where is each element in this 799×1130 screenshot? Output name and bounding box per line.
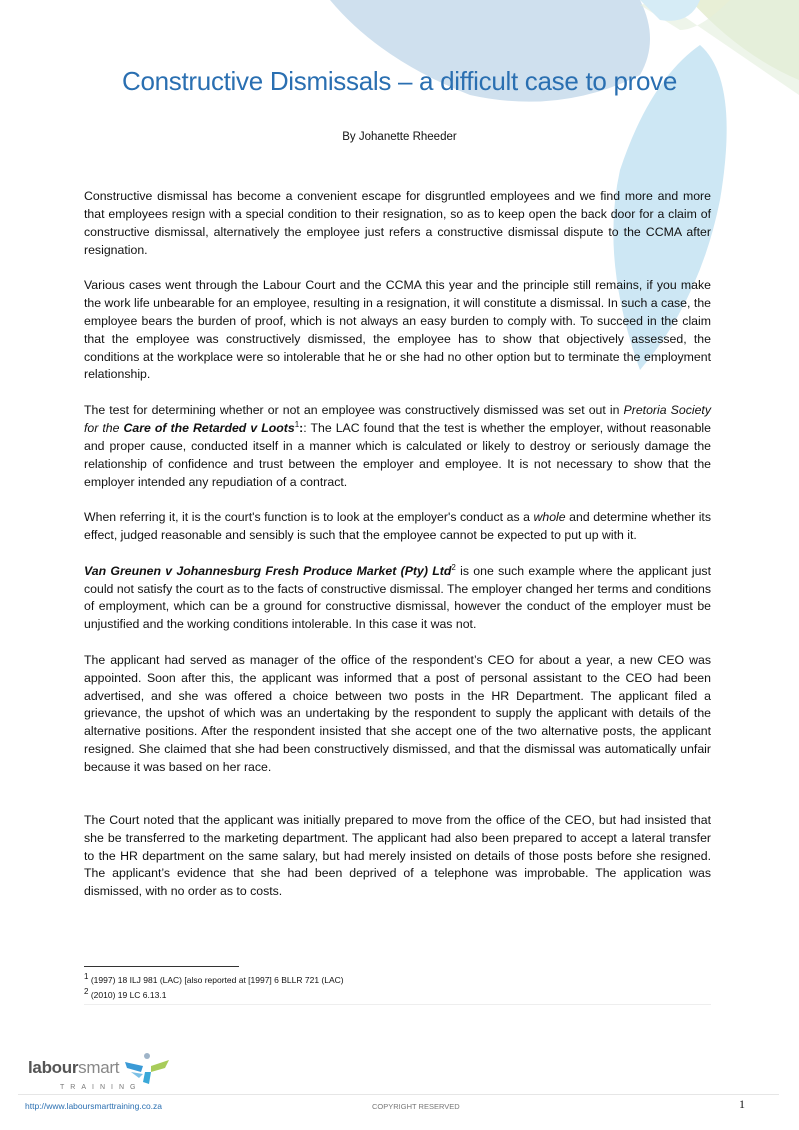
laboursmart-logo: [28, 1052, 171, 1091]
logo-subtitle: TRAINING: [60, 1084, 142, 1091]
paragraph: Constructive dismissal has become a convenient escape for disgruntled employees and we find more and more that employees resign with a special condition to their resignation, so as to keep open the back door for a claim of constructive dismissal, alternatively the employee just refers a constructive dismissal dispute to the CCMA after resignation.: [84, 189, 711, 257]
footnote: [84, 987, 167, 1000]
footnote: [84, 972, 344, 985]
page-number: 1: [739, 1097, 745, 1111]
text: is one such example where the applicant just could not satisfy the court as to the facts of constructive dismissal. The employer changed her terms and conditions of employment, which can be a ground for constructive dismissal, however the conduct of the employer must be unjustified and the working conditions intolerable. In this case it was not.: [84, 563, 711, 632]
text: : The LAC found that the test is whether the employer, without reasonable and proper cause, conducted itself in a manner which is calculated or likely to destroy or seriously damage the relationship of confidence and trust between the employer and employee. It is not necessary to show that the employer intended any repudiation of a contract.: [84, 420, 711, 489]
footnote-number: 2: [84, 987, 89, 997]
page-title: Constructive Dismissals – a difficult case to prove: [122, 66, 677, 96]
text: When referring it, it is the court's function is to look at the employer's conduct as a: [84, 510, 534, 525]
author-byline: By Johanette Rheeder: [342, 131, 457, 143]
paragraph: [84, 563, 711, 634]
paragraph: The applicant had served as manager of the office of the respondent’s CEO for about a year, a new CEO was appointed. Soon after this, the applicant was informed that a post of personal assistant to the CEO had been advertised, and she was offered a choice between two posts in the HR Department. The applicant filed a grievance, the upshot of which was an undertaking by the respondent to supply the applicant with details of the alternative positions. After the respondent insisted that she accept one of the two alternative posts, the applicant resigned. She claimed that she had been constructively dismissed, and that the dismissal was automatically unfair because it was based on her race.: [84, 652, 711, 774]
paragraph: Various cases went through the Labour Court and the CCMA this year and the principle still remains, if you make the work life unbearable for an employee, resulting in a resignation, it will constitute a dismissal. In such a case, the employee bears the burden of proof, which is not always an easy burden to comply with. To succeed in the claim that the employee was constructively dismissed, the employee has to show that objectively assessed, the conditions at the workplace were so intolerable that he or she had no other option but to terminate the employment relationship.: [84, 278, 711, 382]
article-body: [84, 188, 711, 919]
emphasis: whole: [533, 510, 566, 525]
logo-word-bold: labour: [28, 1058, 79, 1077]
footnote-ref[interactable]: 1: [294, 419, 300, 429]
text: and determine whether its effect, judged reasonable and sensibly is such that the employee cannot be expected to put up with it.: [84, 510, 711, 543]
footer-divider: [18, 1094, 779, 1095]
footnote-separator: [84, 966, 239, 967]
copyright-notice: COPYRIGHT RESERVED: [372, 1102, 460, 1111]
text: The test for determining whether or not an employee was constructively dismissed was set out in: [84, 403, 624, 418]
paragraph: The test for determining whether or not an employee was constructively dismissed was set out in Pretoria Society for the Care of the Retarded v Loots$^1$:: The LAC found that the test is whether the employer, without reasonable and proper cause, conducted itself in a manner which is calculated or likely to destroy or seriously damage the relationship of confidence and trust between the employer and employee. It is not necessary to show that the employer intended any repudiation of a contract.: [84, 403, 711, 489]
website-link[interactable]: http://www.laboursmarttraining.co.za: [25, 1101, 163, 1111]
logo-word-light: smart: [78, 1058, 120, 1077]
footnote-text: (1997) 18 ILJ 981 (LAC) [also reported at [1997] 6 BLLR 721 (LAC): [90, 975, 344, 985]
case-name-bold: Care of the Retarded v Loots: [123, 420, 295, 435]
logo-figure-icon: [123, 1052, 171, 1084]
paragraph: The Court noted that the applicant was initially prepared to move from the office of the CEO, but had insisted that she be transferred to the marketing department. The applicant had also been prepared to accept a lateral transfer to the HR department on the same salary, but had merely insisted on details of those posts before she resigned. The applicant’s evidence that she had been deprived of a telephone was improbable. The application was dismissed, with no order as to costs.: [84, 812, 711, 899]
footnote-text: (2010) 19 LC 6.13.1: [90, 990, 167, 1000]
case-name-bold: Van Greunen v Johannesburg Fresh Produce Market (Pty) Ltd: [84, 563, 452, 578]
divider: [84, 1004, 711, 1005]
footnote-number: 1: [84, 972, 89, 982]
case-name-italic: Pretoria Society for the: [84, 403, 711, 435]
footnote-ref[interactable]: 2: [451, 562, 456, 572]
paragraph: [84, 509, 711, 545]
